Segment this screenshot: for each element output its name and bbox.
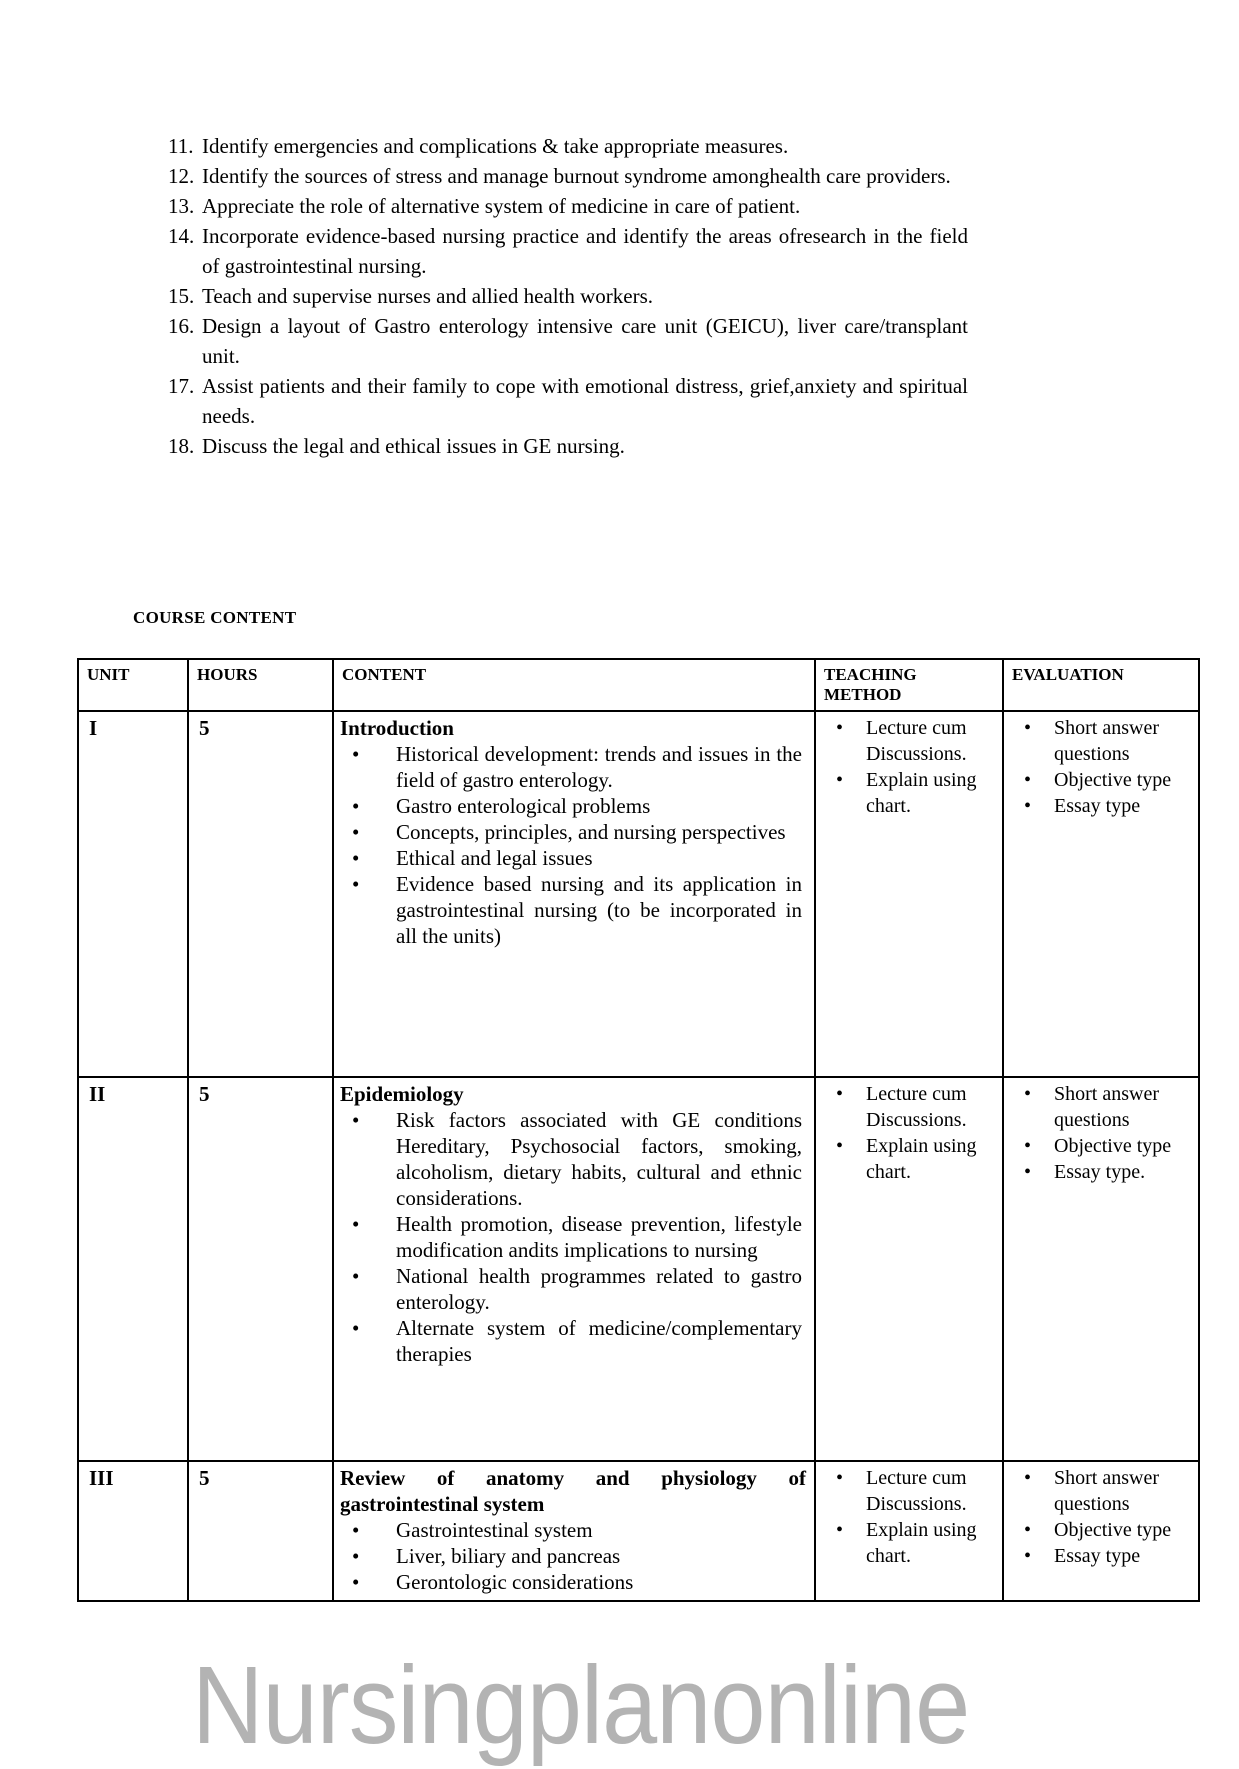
column-header-evaluation: EVALUATION bbox=[1003, 659, 1199, 711]
bullet-icon: • bbox=[352, 1212, 360, 1236]
bullet-item bbox=[1004, 1517, 1198, 1543]
objective-item bbox=[168, 431, 968, 461]
bullet-text: Essay type. bbox=[1054, 1161, 1146, 1183]
bullet-item bbox=[340, 1569, 810, 1595]
bullet-text: Gastrointestinal system bbox=[396, 1518, 593, 1542]
content-title: Introduction bbox=[340, 716, 454, 740]
column-header-teaching-method-label: TEACHING METHOD bbox=[824, 665, 917, 704]
objective-item bbox=[168, 311, 968, 371]
bullet-text: Health promotion, disease prevention, lifestyle modification andits implications to nursing bbox=[396, 1212, 802, 1262]
teaching-bullet-list bbox=[816, 1465, 1002, 1569]
evaluation-cell bbox=[1003, 711, 1199, 1077]
table-row-unit-1 bbox=[78, 711, 1199, 1077]
table-header-row bbox=[78, 659, 1199, 711]
objective-number: 18. bbox=[168, 434, 195, 458]
content-cell bbox=[333, 1077, 815, 1461]
hours-cell: 5 bbox=[188, 1461, 333, 1601]
bullet-item bbox=[340, 1517, 810, 1543]
bullet-item bbox=[340, 871, 810, 949]
evaluation-cell bbox=[1003, 1461, 1199, 1601]
objective-number: 12. bbox=[168, 164, 195, 188]
column-header-hours: HOURS bbox=[188, 659, 333, 711]
bullet-item bbox=[340, 1107, 810, 1211]
bullet-icon: • bbox=[352, 1518, 360, 1542]
objective-number: 11. bbox=[168, 134, 194, 158]
bullet-icon: • bbox=[1024, 769, 1032, 791]
bullet-item bbox=[1004, 1081, 1198, 1133]
bullet-text: Explain using chart. bbox=[866, 769, 977, 817]
bullet-item bbox=[1004, 793, 1198, 819]
unit-cell: II bbox=[78, 1077, 188, 1461]
bullet-icon: • bbox=[836, 1135, 844, 1157]
objective-number: 14. bbox=[168, 224, 195, 248]
bullet-item bbox=[340, 741, 810, 793]
bullet-text: Alternate system of medicine/complementary therapies bbox=[396, 1316, 802, 1366]
section-title: COURSE CONTENT bbox=[133, 608, 297, 627]
bullet-item bbox=[1004, 1465, 1198, 1517]
objective-text: Incorporate evidence-based nursing practice and identify the areas ofresearch in the field of gastrointestinal nursing. bbox=[202, 224, 968, 278]
bullet-item bbox=[1004, 767, 1198, 793]
bullet-text: Historical development: trends and issues in the field of gastro enterology. bbox=[396, 742, 802, 792]
objective-number: 16. bbox=[168, 314, 195, 338]
content-cell bbox=[333, 711, 815, 1077]
bullet-text: Short answer questions bbox=[1054, 1467, 1159, 1515]
bullet-icon: • bbox=[352, 846, 360, 870]
teaching-method-cell bbox=[815, 1077, 1003, 1461]
bullet-item bbox=[340, 1263, 810, 1315]
bullet-text: Short answer questions bbox=[1054, 717, 1159, 765]
objective-item bbox=[168, 221, 968, 281]
evaluation-bullet-list bbox=[1004, 1465, 1198, 1569]
bullet-item bbox=[1004, 1133, 1198, 1159]
bullet-text: Explain using chart. bbox=[866, 1519, 977, 1567]
objective-text: Design a layout of Gastro enterology intensive care unit (GEICU), liver care/transplant unit. bbox=[202, 314, 968, 368]
bullet-text: Liver, biliary and pancreas bbox=[396, 1544, 621, 1568]
bullet-item bbox=[1004, 1159, 1198, 1185]
watermark: Nursingplanonline bbox=[192, 1644, 970, 1767]
bullet-text: Concepts, principles, and nursing perspectives bbox=[396, 820, 786, 844]
bullet-item bbox=[340, 819, 810, 845]
objectives-list bbox=[168, 131, 968, 461]
objective-item bbox=[168, 191, 968, 221]
bullet-item bbox=[340, 1315, 810, 1367]
objective-item bbox=[168, 131, 968, 161]
objective-text: Discuss the legal and ethical issues in GE nursing. bbox=[202, 434, 625, 458]
bullet-icon: • bbox=[836, 717, 844, 739]
table-row-unit-2 bbox=[78, 1077, 1199, 1461]
bullet-item bbox=[816, 767, 1002, 819]
content-cell bbox=[333, 1461, 815, 1601]
bullet-item bbox=[816, 715, 1002, 767]
bullet-text: Gastro enterological problems bbox=[396, 794, 651, 818]
evaluation-bullet-list bbox=[1004, 1081, 1198, 1185]
column-header-teaching-method bbox=[815, 659, 1003, 711]
bullet-text: Short answer questions bbox=[1054, 1083, 1159, 1131]
bullet-item bbox=[816, 1465, 1002, 1517]
bullet-text: Essay type bbox=[1054, 1545, 1141, 1567]
bullet-text: Explain using chart. bbox=[866, 1135, 977, 1183]
content-title: Review of anatomy and physiology of gastrointestinal system bbox=[340, 1466, 806, 1516]
hours-cell: 5 bbox=[188, 711, 333, 1077]
objective-text: Teach and supervise nurses and allied health workers. bbox=[202, 284, 654, 308]
teaching-bullet-list bbox=[816, 715, 1002, 819]
objective-item bbox=[168, 161, 968, 191]
evaluation-bullet-list bbox=[1004, 715, 1198, 819]
evaluation-cell bbox=[1003, 1077, 1199, 1461]
bullet-icon: • bbox=[836, 1467, 844, 1489]
bullet-item bbox=[340, 793, 810, 819]
objective-number: 15. bbox=[168, 284, 195, 308]
bullet-text: Objective type bbox=[1054, 1519, 1172, 1541]
objective-text: Identify the sources of stress and manage burnout syndrome amonghealth care providers. bbox=[202, 164, 951, 188]
unit-cell: III bbox=[78, 1461, 188, 1601]
objective-item bbox=[168, 281, 968, 311]
objective-text: Appreciate the role of alternative system of medicine in care of patient. bbox=[202, 194, 801, 218]
bullet-item bbox=[1004, 715, 1198, 767]
bullet-item bbox=[816, 1517, 1002, 1569]
objective-number: 13. bbox=[168, 194, 195, 218]
objective-number: 17. bbox=[168, 374, 195, 398]
content-bullet-list bbox=[340, 1107, 810, 1367]
content-bullet-list bbox=[340, 1517, 810, 1595]
bullet-icon: • bbox=[352, 1264, 360, 1288]
bullet-icon: • bbox=[1024, 1135, 1032, 1157]
column-header-content: CONTENT bbox=[333, 659, 815, 711]
bullet-item bbox=[340, 1543, 810, 1569]
bullet-text: National health programmes related to gastro enterology. bbox=[396, 1264, 802, 1314]
bullet-text: Lecture cum Discussions. bbox=[866, 1467, 967, 1515]
bullet-text: Gerontologic considerations bbox=[396, 1570, 634, 1594]
bullet-text: Lecture cum Discussions. bbox=[866, 1083, 967, 1131]
bullet-item bbox=[816, 1081, 1002, 1133]
bullet-icon: • bbox=[1024, 1519, 1032, 1541]
bullet-item bbox=[816, 1133, 1002, 1185]
bullet-item bbox=[1004, 1543, 1198, 1569]
bullet-icon: • bbox=[836, 1519, 844, 1541]
bullet-icon: • bbox=[352, 1544, 360, 1568]
teaching-method-cell bbox=[815, 1461, 1003, 1601]
bullet-icon: • bbox=[1024, 1161, 1032, 1183]
bullet-text: Evidence based nursing and its application in gastrointestinal nursing (to be incorporated in all the units) bbox=[396, 872, 802, 948]
bullet-text: Ethical and legal issues bbox=[396, 846, 593, 870]
bullet-icon: • bbox=[1024, 1467, 1032, 1489]
bullet-icon: • bbox=[1024, 717, 1032, 739]
bullet-icon: • bbox=[352, 1108, 360, 1132]
column-header-unit: UNIT bbox=[78, 659, 188, 711]
bullet-icon: • bbox=[352, 1570, 360, 1594]
bullet-icon: • bbox=[352, 742, 360, 766]
hours-cell: 5 bbox=[188, 1077, 333, 1461]
objective-item bbox=[168, 371, 968, 431]
bullet-icon: • bbox=[836, 769, 844, 791]
table-row-unit-3 bbox=[78, 1461, 1199, 1601]
bullet-icon: • bbox=[352, 872, 360, 896]
bullet-icon: • bbox=[352, 794, 360, 818]
bullet-item bbox=[340, 1211, 810, 1263]
bullet-text: Risk factors associated with GE conditions Hereditary, Psychosocial factors, smoking, alcoholism, dietary habits, cultural and ethnic considerations. bbox=[396, 1108, 802, 1210]
unit-cell: I bbox=[78, 711, 188, 1077]
teaching-method-cell bbox=[815, 711, 1003, 1077]
course-content-table bbox=[77, 658, 1200, 1602]
bullet-icon: • bbox=[836, 1083, 844, 1105]
objective-text: Assist patients and their family to cope with emotional distress, grief,anxiety and spiritual needs. bbox=[202, 374, 968, 428]
bullet-icon: • bbox=[1024, 795, 1032, 817]
bullet-item bbox=[340, 845, 810, 871]
bullet-icon: • bbox=[1024, 1545, 1032, 1567]
objective-text: Identify emergencies and complications & take appropriate measures. bbox=[202, 134, 789, 158]
teaching-bullet-list bbox=[816, 1081, 1002, 1185]
bullet-text: Objective type bbox=[1054, 769, 1172, 791]
content-bullet-list bbox=[340, 741, 810, 949]
bullet-text: Lecture cum Discussions. bbox=[866, 717, 967, 765]
bullet-text: Essay type bbox=[1054, 795, 1141, 817]
bullet-icon: • bbox=[352, 1316, 360, 1340]
bullet-text: Objective type bbox=[1054, 1135, 1172, 1157]
bullet-icon: • bbox=[1024, 1083, 1032, 1105]
content-title: Epidemiology bbox=[340, 1082, 464, 1106]
bullet-icon: • bbox=[352, 820, 360, 844]
